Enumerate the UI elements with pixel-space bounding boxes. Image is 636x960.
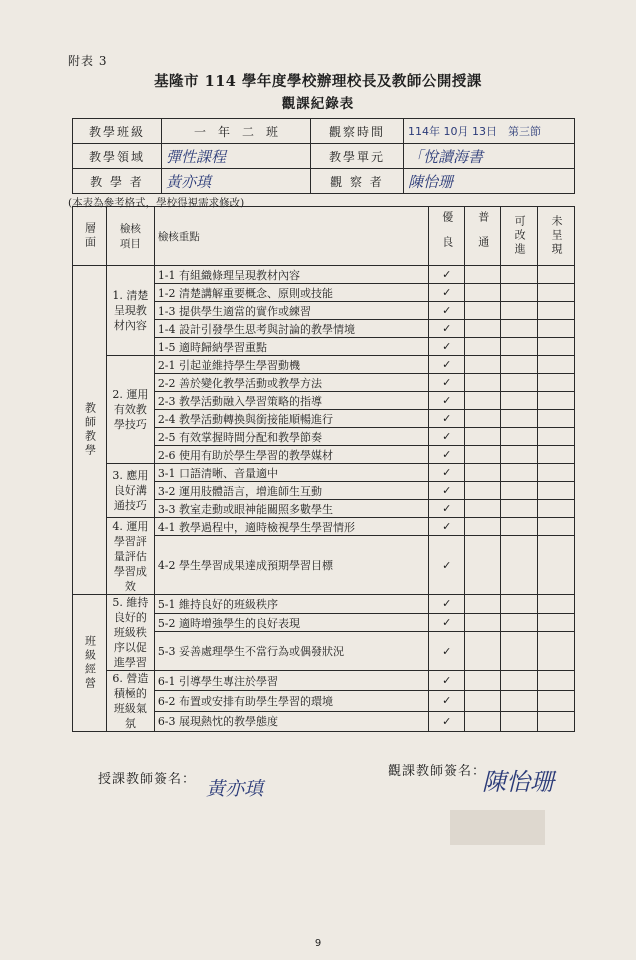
mark-excellent: ✓ [429,410,465,428]
check-point: 4-1 教學過程中，適時檢視學生學習情形 [154,518,429,536]
mark-average [465,482,501,500]
check-point: 1-2 清楚講解重要概念、原則或技能 [154,284,429,302]
mark-average [465,302,501,320]
mark-excellent: ✓ [429,266,465,284]
mark-excellent: ✓ [429,518,465,536]
check-point: 5-1 維持良好的班級秩序 [154,595,429,614]
check-point: 2-1 引起並維持學生學習動機 [154,356,429,374]
header-none: 未呈現 [538,207,575,266]
mark-none [538,410,575,428]
mark-improve [501,464,538,482]
mark-excellent: ✓ [429,500,465,518]
check-point: 3-3 教室走動或眼神能關照多數學生 [154,500,429,518]
smudge-mark [450,810,545,845]
item-cell: 4. 運用學習評量評估學習成效 [106,518,154,595]
mark-average [465,518,501,536]
mark-average [465,671,501,691]
mark-improve [501,671,538,691]
mark-none [538,518,575,536]
check-point: 2-4 教學活動轉換與銜接能順暢進行 [154,410,429,428]
mark-excellent: ✓ [429,338,465,356]
table-row [73,671,575,691]
mark-none [538,374,575,392]
mark-improve [501,482,538,500]
mark-improve [501,446,538,464]
mark-average [465,613,501,632]
mark-excellent: ✓ [429,374,465,392]
mark-improve [501,302,538,320]
mark-excellent: ✓ [429,536,465,595]
mark-improve [501,711,538,731]
mark-improve [501,500,538,518]
observer-value: 陳怡珊 [404,169,575,194]
mark-excellent: ✓ [429,356,465,374]
unit-label: 教學單元 [311,144,404,169]
teacher-label: 教 學 者 [73,169,162,194]
mark-improve [501,374,538,392]
mark-excellent: ✓ [429,632,465,671]
item-cell: 2. 運用有效教學技巧 [106,356,154,464]
header-item: 檢核項目 [106,207,154,266]
mark-average [465,392,501,410]
mark-none [538,482,575,500]
item-cell: 6. 營造積極的班級氣氛 [106,671,154,732]
mark-improve [501,428,538,446]
observer-signature: 陳怡珊 [482,768,554,796]
class-label: 教學班級 [73,119,162,144]
mark-none [538,446,575,464]
mark-none [538,595,575,614]
check-point: 2-5 有效掌握時間分配和教學節奏 [154,428,429,446]
mark-average [465,536,501,595]
mark-improve [501,284,538,302]
table-row [73,464,575,482]
mark-average [465,266,501,284]
mark-excellent: ✓ [429,302,465,320]
mark-average [465,711,501,731]
mark-none [538,613,575,632]
check-point: 5-3 妥善處理學生不當行為或偶發狀況 [154,632,429,671]
appendix-label: 附表 3 [68,54,108,68]
teacher-signature: 黃亦瑱 [206,778,264,800]
mark-average [465,374,501,392]
mark-none [538,356,575,374]
check-point: 6-2 布置或安排有助學生學習的環境 [154,691,429,711]
mark-improve [501,392,538,410]
checklist-table [72,206,575,732]
mark-improve [501,632,538,671]
mark-excellent: ✓ [429,284,465,302]
mark-none [538,302,575,320]
mark-average [465,320,501,338]
mark-improve [501,338,538,356]
mark-improve [501,410,538,428]
mark-none [538,632,575,671]
check-point: 3-1 口語清晰、音量適中 [154,464,429,482]
mark-average [465,500,501,518]
table-row [73,518,575,536]
header-level: 層面 [73,207,107,266]
mark-none [538,536,575,595]
check-point: 1-1 有組織條理呈現教材內容 [154,266,429,284]
mark-excellent: ✓ [429,595,465,614]
check-point: 1-4 設計引發學生思考與討論的教學情境 [154,320,429,338]
item-cell: 1. 清楚呈現教材內容 [106,266,154,356]
time-value: 114年 10月 13日 第三節 [404,119,575,144]
mark-none [538,284,575,302]
info-table [72,118,575,194]
mark-average [465,338,501,356]
mark-excellent: ✓ [429,613,465,632]
mark-improve [501,536,538,595]
mark-average [465,464,501,482]
mark-excellent: ✓ [429,482,465,500]
mark-average [465,284,501,302]
mark-improve [501,356,538,374]
mark-average [465,446,501,464]
check-point: 5-2 適時增強學生的良好表現 [154,613,429,632]
mark-none [538,428,575,446]
mark-excellent: ✓ [429,711,465,731]
teacher-value: 黃亦瑱 [162,169,311,194]
item-cell: 3. 應用良好溝通技巧 [106,464,154,518]
unit-value: 「悅讀海書 [404,144,575,169]
mark-none [538,671,575,691]
header-excellent: 優良 [429,207,465,266]
check-point: 6-3 展現熱忱的教學態度 [154,711,429,731]
teacher-signature-label: 授課教師簽名： [98,772,197,787]
check-point: 2-3 教學活動融入學習策略的指導 [154,392,429,410]
check-point: 3-2 運用肢體語言，增進師生互動 [154,482,429,500]
mark-average [465,356,501,374]
format-note: (本表為參考格式，學校得視需求修改) [68,197,245,209]
item-cell: 5. 維持良好的班級秩序以促進學習 [106,595,154,671]
mark-excellent: ✓ [429,671,465,691]
domain-value: 彈性課程 [162,144,311,169]
check-point: 6-1 引導學生專注於學習 [154,671,429,691]
mark-improve [501,691,538,711]
mark-none [538,711,575,731]
mark-average [465,410,501,428]
header-average: 普通 [465,207,501,266]
mark-none [538,266,575,284]
mark-excellent: ✓ [429,464,465,482]
header-improve: 可改進 [501,207,538,266]
class-value: 一 年 二 班 [162,119,311,144]
mark-none [538,500,575,518]
observer-label: 觀 察 者 [311,169,404,194]
mark-average [465,691,501,711]
mark-improve [501,595,538,614]
check-point: 2-6 使用有助於學生學習的教學媒材 [154,446,429,464]
page-number: 9 [314,938,322,949]
check-point: 2-2 善於變化教學活動或教學方法 [154,374,429,392]
level-cell: 班級經營 [73,595,107,732]
level-cell: 教師教學 [73,266,107,595]
check-point: 1-3 提供學生適當的實作或練習 [154,302,429,320]
check-point: 4-2 學生學習成果達成預期學習目標 [154,536,429,595]
observer-signature-label: 觀課教師簽名： [388,764,487,779]
domain-label: 教學領域 [73,144,162,169]
mark-improve [501,613,538,632]
page-title: 基隆市 114 學年度學校辦理校長及教師公開授課 [154,73,482,90]
time-label: 觀察時間 [311,119,404,144]
mark-excellent: ✓ [429,446,465,464]
mark-none [538,338,575,356]
mark-improve [501,518,538,536]
mark-improve [501,266,538,284]
mark-none [538,691,575,711]
page-subtitle: 觀課紀錄表 [281,96,355,112]
mark-excellent: ✓ [429,320,465,338]
mark-excellent: ✓ [429,428,465,446]
mark-improve [501,320,538,338]
header-point: 檢核重點 [154,207,429,266]
mark-average [465,595,501,614]
table-row [73,266,575,284]
mark-none [538,392,575,410]
check-point: 1-5 適時歸納學習重點 [154,338,429,356]
mark-none [538,320,575,338]
mark-none [538,464,575,482]
mark-average [465,632,501,671]
table-row [73,356,575,374]
mark-excellent: ✓ [429,392,465,410]
table-row [73,595,575,614]
mark-average [465,428,501,446]
mark-excellent: ✓ [429,691,465,711]
